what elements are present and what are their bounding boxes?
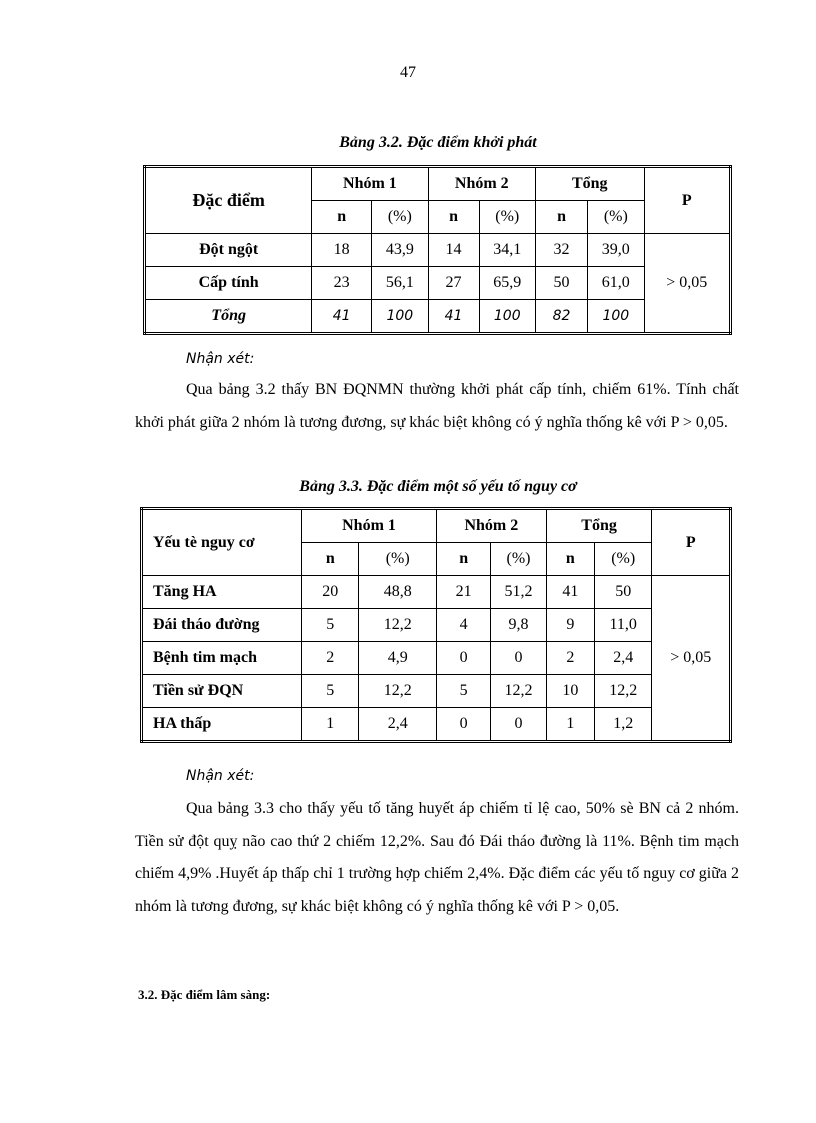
header-group2: Nhóm 2	[436, 509, 546, 543]
cell-pt: 1,2	[595, 708, 652, 742]
header-n: n	[312, 201, 372, 234]
cell-pt: 2,4	[595, 642, 652, 675]
table-row	[142, 708, 731, 742]
cell-nt: 10	[546, 675, 594, 708]
header-pct: (%)	[595, 543, 652, 576]
header-n: n	[428, 201, 479, 234]
table-row	[142, 675, 731, 708]
cell-n2: 0	[436, 708, 490, 742]
row-label: Bệnh tim mạch	[142, 642, 302, 675]
onset-table	[143, 165, 732, 335]
remark1-text: Qua bảng 3.2 thấy BN ĐQNMN thường khởi phát cấp tính, chiếm 61%. Tính chất khởi phát giữa 2 nhóm là tương đương, sự khác biệt không có ý nghĩa thống kê với P > 0,05.	[135, 381, 739, 431]
cell-pt: 61,0	[588, 267, 644, 300]
total-n1: 41	[312, 300, 372, 334]
cell-pt: 12,2	[595, 675, 652, 708]
cell-p2: 0	[491, 642, 546, 675]
table-total-row	[145, 300, 731, 334]
cell-n1: 18	[312, 234, 372, 267]
header-total: Tổng	[546, 509, 652, 543]
total-label: Tổng	[145, 300, 312, 334]
page-number: 47	[400, 64, 416, 81]
row-label: Tiền sử ĐQN	[142, 675, 302, 708]
cell-p1: 56,1	[372, 267, 428, 300]
cell-pt: 39,0	[588, 234, 644, 267]
risk-factor-table	[140, 507, 732, 743]
table-row	[142, 576, 731, 609]
header-pct: (%)	[491, 543, 546, 576]
header-feature: Đặc điểm	[145, 167, 312, 234]
cell-nt: 2	[546, 642, 594, 675]
cell-nt: 1	[546, 708, 594, 742]
header-group2: Nhóm 2	[428, 167, 535, 201]
cell-n2: 4	[436, 609, 490, 642]
cell-n1: 20	[302, 576, 359, 609]
cell-p1: 43,9	[372, 234, 428, 267]
remark2-text: Qua bảng 3.3 cho thấy yếu tố tăng huyết áp chiếm tỉ lệ cao, 50% sè BN cả 2 nhóm. Tiền sử đột quỵ não cao thứ 2 chiếm 12,2%. Sau đó Đái tháo đường là 11%. Bệnh tim mạch chiếm 4,9% .Huyết áp thấp chỉ 1 trường hợp chiếm 2,4%. Đặc điểm các yếu tố nguy cơ giữa 2 nhóm là tương đương, sự khác biệt không có ý nghĩa thống kê với P > 0,05.	[135, 800, 739, 915]
table2-caption: Bảng 3.3. Đặc điểm một số yếu tố nguy cơ	[299, 478, 577, 495]
table-row	[142, 642, 731, 675]
cell-p2: 0	[491, 708, 546, 742]
cell-n1: 5	[302, 609, 359, 642]
header-group1: Nhóm 1	[302, 509, 437, 543]
p-value: > 0,05	[644, 234, 730, 334]
cell-n2: 5	[436, 675, 490, 708]
cell-pt: 50	[595, 576, 652, 609]
row-label: Đột ngột	[145, 234, 312, 267]
header-p: P	[644, 167, 730, 234]
total-p2: 100	[479, 300, 535, 334]
cell-p1: 48,8	[359, 576, 437, 609]
cell-p2: 51,2	[491, 576, 546, 609]
remark2-paragraph	[135, 793, 739, 923]
cell-n1: 5	[302, 675, 359, 708]
cell-p1: 4,9	[359, 642, 437, 675]
header-n: n	[302, 543, 359, 576]
header-feature: Yếu tè nguy cơ	[142, 509, 302, 576]
table-row	[142, 609, 731, 642]
header-pct: (%)	[359, 543, 437, 576]
total-n2: 41	[428, 300, 479, 334]
header-p: P	[652, 509, 731, 576]
header-group1: Nhóm 1	[312, 167, 428, 201]
p-value: > 0,05	[652, 576, 731, 742]
cell-nt: 41	[546, 576, 594, 609]
total-pt: 100	[588, 300, 644, 334]
cell-p2: 65,9	[479, 267, 535, 300]
header-pct: (%)	[479, 201, 535, 234]
total-p1: 100	[372, 300, 428, 334]
cell-n2: 21	[436, 576, 490, 609]
header-n: n	[546, 543, 594, 576]
cell-p2: 34,1	[479, 234, 535, 267]
remark2-label: Nhận xét:	[186, 768, 255, 784]
header-pct: (%)	[588, 201, 644, 234]
section-heading: 3.2. Đặc điểm lâm sàng:	[138, 987, 271, 1002]
total-nt: 82	[536, 300, 588, 334]
cell-n2: 0	[436, 642, 490, 675]
table-row	[145, 234, 731, 267]
cell-n2: 14	[428, 234, 479, 267]
table1-caption: Bảng 3.2. Đặc điểm khởi phát	[339, 134, 537, 151]
cell-p2: 12,2	[491, 675, 546, 708]
header-n: n	[436, 543, 490, 576]
remark1-paragraph	[135, 374, 739, 439]
remark1-label: Nhận xét:	[186, 351, 255, 367]
table-row	[145, 267, 731, 300]
cell-nt: 50	[536, 267, 588, 300]
row-label: HA thấp	[142, 708, 302, 742]
row-label: Đái tháo đường	[142, 609, 302, 642]
cell-p1: 12,2	[359, 609, 437, 642]
cell-n1: 1	[302, 708, 359, 742]
cell-p1: 2,4	[359, 708, 437, 742]
cell-p2: 9,8	[491, 609, 546, 642]
cell-pt: 11,0	[595, 609, 652, 642]
cell-n1: 23	[312, 267, 372, 300]
header-total: Tổng	[536, 167, 645, 201]
cell-n2: 27	[428, 267, 479, 300]
cell-nt: 9	[546, 609, 594, 642]
cell-p1: 12,2	[359, 675, 437, 708]
cell-n1: 2	[302, 642, 359, 675]
header-pct: (%)	[372, 201, 428, 234]
header-n: n	[536, 201, 588, 234]
row-label: Tăng HA	[142, 576, 302, 609]
cell-nt: 32	[536, 234, 588, 267]
row-label: Cấp tính	[145, 267, 312, 300]
